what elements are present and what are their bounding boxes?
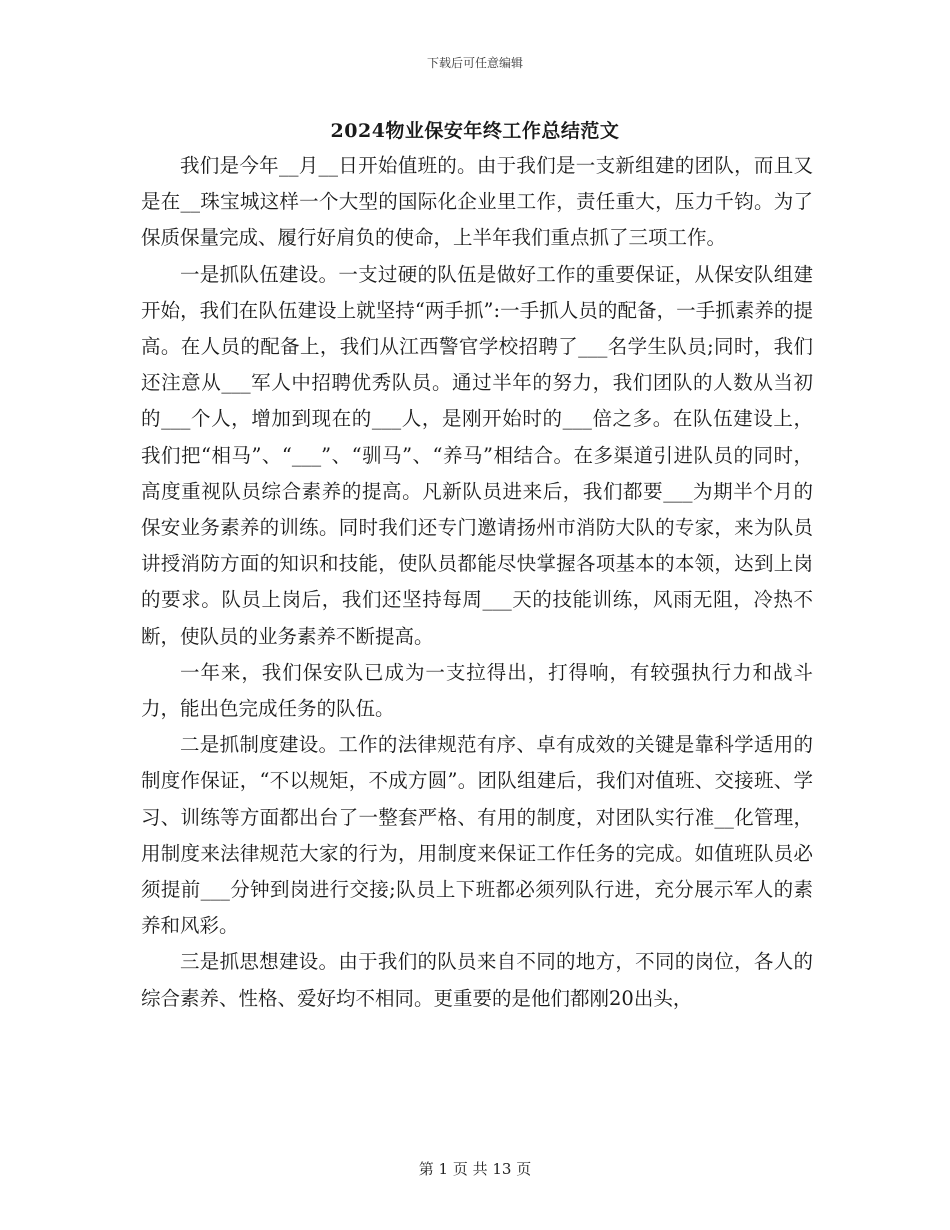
paragraph-4: 二是抓制度建设。工作的法律规范有序、卓有成效的关键是靠科学适用的制度作保证，“不以规矩，不成方圆”。团队组建后，我们对值班、交接班、学习、训练等方面都出台了一整套严格、有用的制度，对团队实行准__化管理，用制度来法律规范大家的行为，用制度来保证工作任务的完成。如值班队员必须提前___分钟到岗进行交接;队员上下班都必须列队行进，充分展示军人的素养和风彩。 <box>141 733 813 938</box>
paragraph-3: 一年来，我们保安队已成为一支拉得出，打得响，有较强执行力和战斗力，能出色完成任务的队伍。 <box>141 660 813 721</box>
paragraph-5: 三是抓思想建设。由于我们的队员来自不同的地方，不同的岗位，各人的综合素养、性格、爱好均不相同。更重要的是他们都刚20出头， <box>141 950 813 1010</box>
document-title: 2024物业保安年终工作总结范文 <box>330 120 620 142</box>
paragraph-2: 一是抓队伍建设。一支过硬的队伍是做好工作的重要保证，从保安队组建开始，我们在队伍建设上就坚持“两手抓”:一手抓人员的配备，一手抓素养的提高。在人员的配备上，我们从江西警官学校招聘了___名学生队员;同时，我们还注意从___军人中招聘优秀队员。通过半年的努力，我们团队的人数从当初的___个人，增加到现在的___人，是刚开始时的___倍之多。在队伍建设上，我们把“相马”、“___”、“驯马”、“养马”相结合。在多渠道引进队员的同时，高度重视队员综合素养的提高。凡新队员进来后，我们都要___为期半个月的保安业务素养的训练。同时我们还专门邀请扬州市消防大队的专家，来为队员讲授消防方面的知识和技能，使队员都能尽快掌握各项基本的本领，达到上岗的要求。队员上岗后，我们还坚持每周___天的技能训练，风雨无阻，冷热不断，使队员的业务素养不断提高。 <box>141 262 813 648</box>
page-number-footer: 第 1 页 共 13 页 <box>418 1160 532 1178</box>
document-body <box>141 148 813 1017</box>
paragraph-1: 我们是今年__月__日开始值班的。由于我们是一支新组建的团队，而且又是在__珠宝城这样一个大型的国际化企业里工作，责任重大，压力千钧。为了保质保量完成、履行好肩负的使命，上半年我们重点抓了三项工作。 <box>141 154 813 250</box>
header-note: 下载后可任意编辑 <box>426 56 523 70</box>
